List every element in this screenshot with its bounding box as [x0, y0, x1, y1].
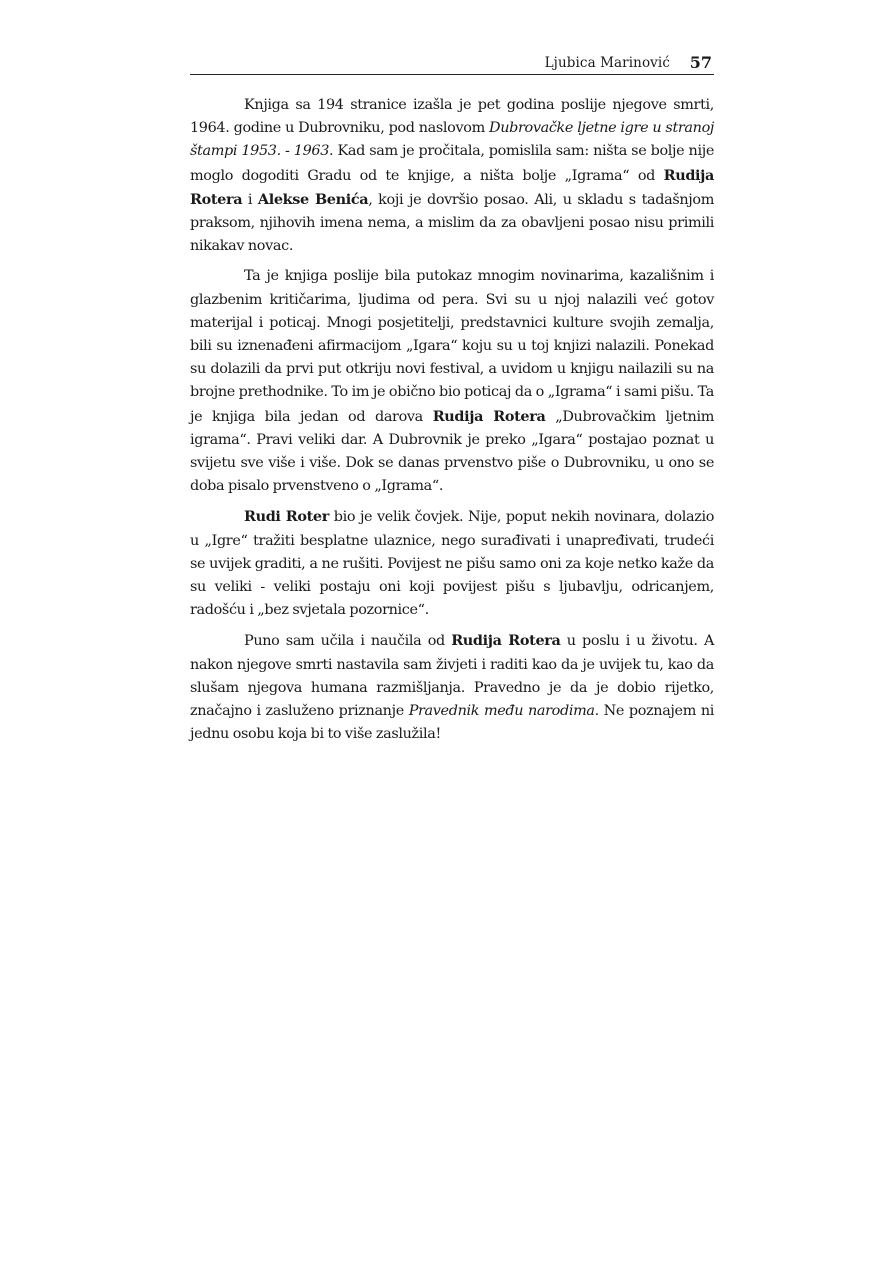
- text-run: Puno sam učila i naučila od: [244, 633, 452, 650]
- italic-title: Dubrovačke ljetne igre u stranoj štampi 1953. - 1963: [190, 120, 714, 160]
- text-run: u poslu i u životu. A nakon njegove smrti nastavila sam živjeti i raditi kao da je uvijek tu, kao da slušam njegova humana razmišljanja. Pravedno je da je dobio rijetko, značajno i zasluženo priznanje: [190, 633, 714, 720]
- paragraph-3: [190, 505, 714, 622]
- text-run: Ta je knjiga poslije bila putokaz mnogim novinarima, kazališnim i glazbenim kritičarima, ljudima od pera. Svi su u njoj nalazili već gotov materijal i poticaj. Mnogi posjetitelji, predstavnici kulture svojih zemalja, bili su iznenađeni afirmacijom „Igara“ koju su u toj knjizi nalazili. Ponekad su dolazili da prvi put otkriju novi festival, a uvidom u knjigu nailazili su na brojne prethodnike. To im je obično bio poticaj da o „Igrama“ i sami pišu. Ta je knjiga bila jedan od darova: [190, 268, 714, 425]
- bold-name: Rudija Rotera: [190, 166, 714, 208]
- page-number: 57: [689, 53, 712, 72]
- running-title: Ljubica Marinović: [544, 55, 670, 71]
- text-run: „Dubrovačkim ljetnim igrama“. Pravi veliki dar. A Dubrovnik je preko „Igara“ postajao poznat u svijetu sve više i više. Dok se danas prvenstvo piše o Dubrovniku, u ono se doba pisalo prvenstveno o „Igrama“.: [190, 408, 714, 495]
- italic-title: Pravednik među narodima: [408, 703, 595, 720]
- text-run: i: [242, 191, 258, 208]
- paragraph-4: [190, 629, 714, 746]
- paragraph-2: [190, 265, 714, 498]
- text-run: Knjiga sa 194 stranice izašla je pet godina poslije njegove smrti, 1964. godine u Dubrovniku, pod naslovom: [190, 97, 714, 137]
- bold-name: Rudi Roter: [244, 508, 329, 526]
- text-run: . Kad sam je pročitala, pomislila sam: ništa se bolje nije moglo dogoditi Gradu od te knjige, a ništa bolje „Igrama“ od: [190, 143, 715, 184]
- bold-name: Alekse Benića: [257, 190, 369, 208]
- body-text: [190, 94, 714, 753]
- running-header: [190, 52, 714, 75]
- bold-name: Rudija Rotera: [451, 632, 561, 650]
- text-run: , koji je dovršio posao. Ali, u skladu s tadašnjom praksom, njihovih imena nema, a mislim da za obavljeni posao nisu primili nikakav novac.: [190, 191, 714, 255]
- paragraph-1: [190, 94, 714, 258]
- text-run: . Ne poznajem ni jednu osobu koja bi to više zaslužila!: [190, 703, 714, 743]
- bold-name: Rudija Rotera: [432, 407, 546, 425]
- text-run: bio je velik čovjek. Nije, poput nekih novinara, dolazio u „Igre“ tražiti besplatne ulaznice, nego surađivati i unapređivati, trudeći se uvijek graditi, a ne rušiti. Povijest ne pišu samo oni za koje netko kaže da su veliki - veliki postaju oni koji povijest pišu s ljubavlju, odricanjem, radošću i „bez svjetala pozornice“.: [190, 509, 715, 619]
